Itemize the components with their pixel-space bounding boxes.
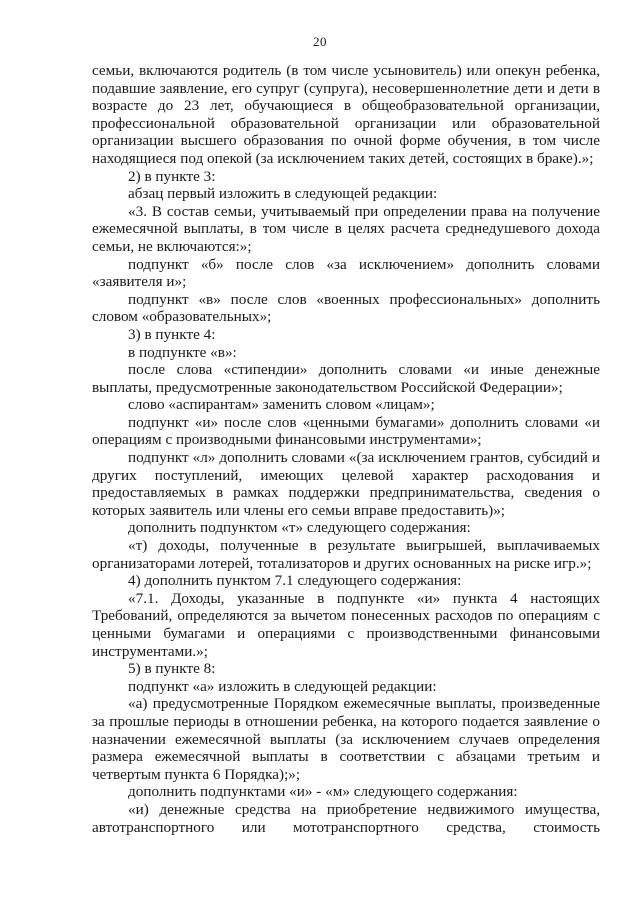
paragraph-13: дополнить подпунктом «т» следующего содержания: <box>128 519 471 537</box>
paragraph-2: 2) в пункте 3: <box>128 167 216 185</box>
paragraph-8: в подпункте «в»: <box>128 343 237 361</box>
paragraph-21: «и) денежные средства на приобретение недвижимого имущества, автотранспортного или мототранспортного средства, стоимость <box>92 800 600 836</box>
paragraph-4: «3. В состав семьи, учитываемый при определении права на получение ежемесячной выплаты, в том числе в целях расчета среднедушевого дохода семьи, не включаются:»; <box>92 202 600 255</box>
paragraph-5: подпункт «б» после слов «за исключением» дополнить словами «заявителя и»; <box>92 255 600 291</box>
paragraph-9: после слова «стипендии» дополнить словами «и иные денежные выплаты, предусмотренные законодательством Российской Федерации»; <box>92 361 600 396</box>
paragraph-12: подпункт «л» дополнить словами «(за исключением грантов, субсидий и других поступлений, имеющих целевой характер расходования и предоставляемых в рамках поддержки предпринимательства, сведения о которых заявитель или члены его семьи вправе предоставить)»; <box>92 449 600 519</box>
paragraph-7: 3) в пункте 4: <box>128 325 216 343</box>
paragraph-3: абзац первый изложить в следующей редакции: <box>128 185 438 203</box>
paragraph-16: «7.1. Доходы, указанные в подпункте «и» пункта 4 настоящих Требований, определяются за вычетом понесенных расходов по операциям с ценными бумагами и операциями с производственными финансовыми инструментами.»; <box>92 589 600 660</box>
paragraph-20: дополнить подпунктами «и» - «м» следующего содержания: <box>128 783 518 801</box>
paragraph-11: подпункт «и» после слов «ценными бумагами» дополнить словами «и операциям с производными финансовыми инструментами»; <box>92 413 600 449</box>
paragraph-6: подпункт «в» после слов «военных профессиональных» дополнить словом «образовательных»; <box>92 290 600 326</box>
paragraph-15: 4) дополнить пунктом 7.1 следующего содержания: <box>128 572 462 590</box>
paragraph-14: «т) доходы, полученные в результате выигрышей, выплачиваемых организаторами лотерей, тотализаторов и других основанных на риске игр.»; <box>92 537 600 572</box>
document-body <box>92 62 600 836</box>
paragraph-19: «а) предусмотренные Порядком ежемесячные выплаты, произведенные за прошлые периоды в отношении ребенка, на которого подается заявление о назначении ежемесячной выплаты (за исключением случаев определения размера ежемесячной выплаты в соответствии с абзацами третьим и четвертым пункта 6 Порядка);»; <box>92 695 600 783</box>
paragraph-18: подпункт «а» изложить в следующей редакции: <box>128 677 437 695</box>
paragraph-1: семьи, включаются родитель (в том числе усыновитель) или опекун ребенка, подавшие заявление, его супруг (супруга), несовершеннолетние дети и дети в возрасте до 23 лет, обучающиеся в общеобразовательной организации, профессиональной образовательной организации или образовательной организации высшего образования по очной форме обучения, в том числе находящиеся под опекой (за исключением таких детей, состоящих в браке).»; <box>92 62 600 167</box>
paragraph-17: 5) в пункте 8: <box>128 660 216 678</box>
page-number: 20 <box>313 34 327 49</box>
paragraph-10: слово «аспирантам» заменить словом «лицам»; <box>128 396 435 414</box>
